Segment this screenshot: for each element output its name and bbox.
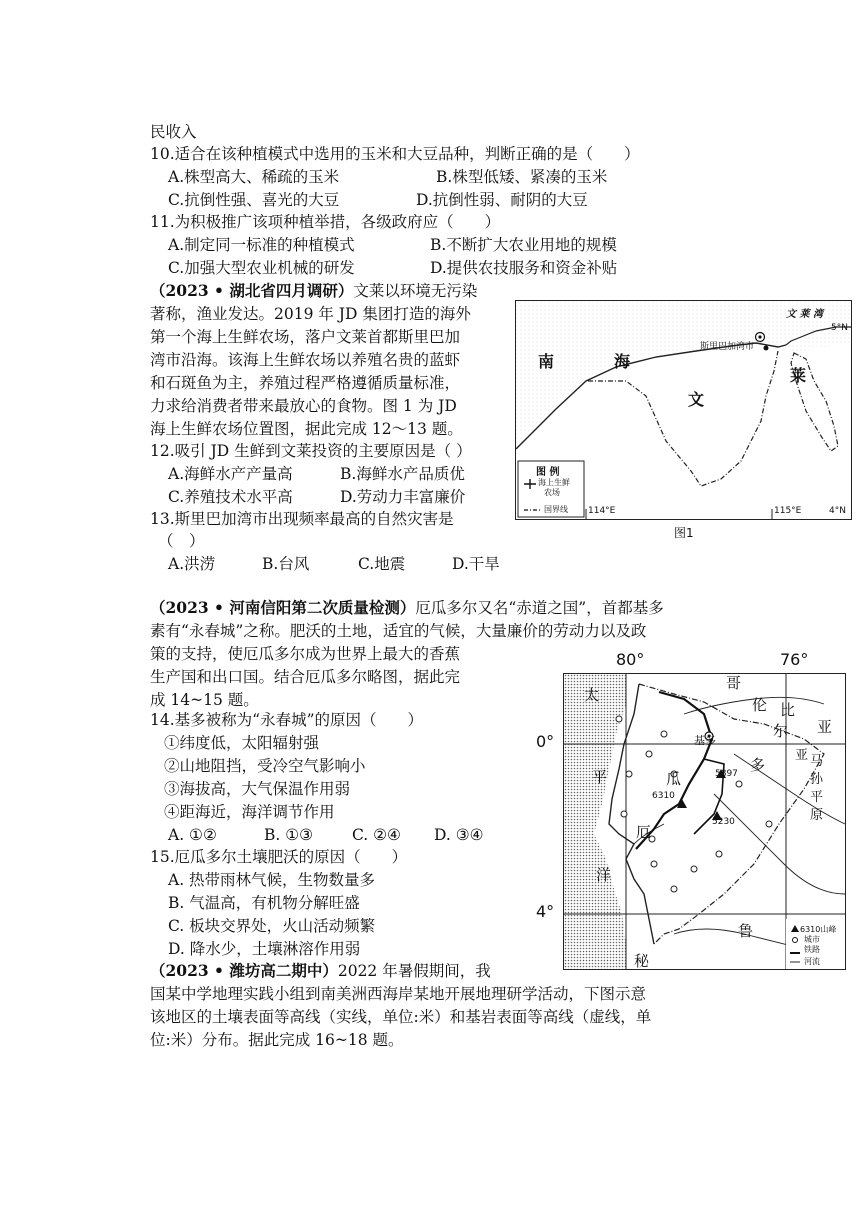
passage2-source: （2023 • 河南信阳第二次质量检测）: [150, 598, 416, 617]
lat-5n: 5°N: [831, 323, 848, 333]
legend-peak-label: 6310山峰: [800, 925, 837, 934]
passage1-line7: 海上生鲜农场位置图，据此完成 12～13 题。: [150, 420, 463, 438]
amazon-label-1: 亚: [795, 748, 809, 763]
colombia-label-1: 哥: [726, 674, 742, 692]
passage2-line1: [150, 597, 664, 619]
passage1-line4: 湾市沿海。该海上生鲜农场以养殖名贵的蓝虾: [150, 351, 461, 369]
option-10c: C.抗倒性强、喜光的大豆: [168, 191, 340, 209]
question-15: 15.厄瓜多尔土壤肥沃的原因（ ）: [150, 848, 408, 866]
legend-farm-label-1: 海上生鲜: [538, 478, 570, 487]
passage1-line6: 力求给消费者带来最放心的食物。图 1 为 JD: [150, 397, 457, 415]
passage1-text: 文莱以环境无污染: [353, 282, 478, 300]
colombia-label-4: 亚: [817, 718, 833, 736]
passage2-line2: 素有“永春城”之称。肥沃的土地，适宜的气候，大量廉价的劳动力以及政: [150, 622, 647, 640]
amazon-label-3: 孙: [810, 772, 824, 787]
option-10b: B.株型低矮、紧凑的玉米: [436, 168, 608, 186]
option-10d: D.抗倒性弱、耐阴的大豆: [416, 191, 588, 209]
passage3-line4: 位:米）分布。据此完成 16~18 题。: [150, 1031, 404, 1049]
lon-114e: 114°E: [588, 506, 616, 516]
option-14-1: ①纬度低，太阳辐射强: [164, 734, 320, 752]
country-label-2: 莱: [790, 366, 807, 385]
option-15c: C. 板块交界处，火山活动频繁: [168, 917, 376, 935]
map1-caption: 图1: [674, 526, 694, 540]
lon-115e: 115°E: [774, 506, 802, 516]
pacific-label-1: 太: [584, 686, 600, 704]
lat-0: 0°: [536, 732, 555, 751]
peak-label-1: 5897: [715, 769, 738, 779]
question-13: 13.斯里巴加湾市出现频率最高的自然灾害是: [150, 510, 454, 528]
passage1-line1: [150, 280, 477, 302]
passage1-line3: 第一个海上生鲜农场，落户文莱首都斯里巴加: [150, 328, 461, 346]
quito-label: 基多: [694, 734, 716, 747]
option-15d: D. 降水少，土壤淋溶作用弱: [168, 940, 361, 958]
option-13c: C.地震: [358, 555, 406, 573]
option-15b: B. 气温高，有机物分解旺盛: [168, 894, 360, 912]
ecuador-label-2: 瓜: [666, 770, 682, 788]
option-13d: D.干旱: [452, 555, 500, 573]
brunei-map: [515, 300, 852, 520]
passage1-line5: 和石斑鱼为主，养殖过程严格遵循质量标准，: [150, 374, 461, 392]
city-dot-icon: [764, 346, 769, 351]
peak-label-3: 5230: [712, 817, 735, 827]
passage3-line1: [150, 960, 491, 982]
legend-farm-label-2: 农场: [544, 488, 560, 497]
lon-76: 76°: [780, 650, 809, 669]
option-11c: C.加强大型农业机械的研发: [168, 259, 355, 277]
ecuador-map-frame: [563, 673, 846, 970]
question-12: 12.吸引 JD 生鲜到文莱投资的主要原因是（ ）: [150, 442, 472, 460]
country-label-1: 文: [688, 390, 705, 409]
amazon-label-4: 平: [810, 790, 824, 805]
lat-4: 4°: [536, 902, 555, 921]
option-12b: B.海鲜水产品质优: [340, 465, 465, 483]
option-11b: B.不断扩大农业用地的规模: [430, 236, 617, 254]
sea-label-1: 南: [538, 352, 555, 371]
pacific-label-2: 平: [592, 768, 608, 786]
passage2-line4: 生产国和出口国。结合厄瓜多尔略图，据此完: [150, 668, 461, 686]
passage3-line3: 该地区的土壤表面等高线（实线，单位:米）和基岩表面等高线（虚线，单: [150, 1008, 652, 1026]
ecuador-label-4: 尔: [773, 722, 789, 740]
passage2-line5: 成 14~15 题。: [150, 691, 259, 709]
colombia-label-3: 比: [780, 701, 796, 719]
question-10: 10.适合在该种植模式中选用的玉米和大豆品种，判断正确的是（ ）: [150, 145, 640, 163]
legend-border-label: 国界线: [544, 505, 568, 514]
passage2-text: 厄瓜多尔又名“赤道之国”，首都基多: [415, 599, 664, 617]
option-12a: A.海鲜水产产量高: [168, 465, 293, 483]
option-10a: A.株型高大、稀疏的玉米: [168, 168, 340, 186]
ecuador-map: [528, 650, 846, 970]
amazon-label-5: 原: [810, 808, 824, 823]
option-13a: A.洪涝: [168, 555, 216, 573]
option-12c: C.养殖技术水平高: [168, 488, 293, 506]
option-14c: C. ②④: [352, 826, 401, 844]
option-14b: B. ①③: [264, 826, 314, 844]
passage3-source: （2023 • 潍坊高二期中）: [150, 961, 338, 980]
passage2-line3: 策的支持，使厄瓜多尔成为世界上最大的香蕉: [150, 645, 461, 663]
colombia-label-2: 伦: [752, 696, 768, 714]
pacific-label-3: 洋: [596, 866, 612, 884]
legend-river-label: 河流: [804, 957, 820, 966]
text-line: 民收入: [150, 123, 197, 141]
peak-label-2: 6310: [652, 791, 675, 801]
legend-title: 图 例: [536, 467, 560, 478]
option-14-4: ④距海近，海洋调节作用: [164, 803, 335, 821]
legend-city-label: 城市: [804, 935, 820, 944]
passage1-source: （2023 • 湖北省四月调研）: [150, 281, 354, 300]
ecuador-label-1: 厄: [636, 823, 652, 841]
question-13-paren: （ ）: [158, 532, 205, 550]
peru-label-1: 秘: [634, 952, 650, 970]
option-12d: D.劳动力丰富廉价: [340, 488, 466, 506]
amazon-label-2: 马: [810, 754, 824, 769]
option-14a: A. ①②: [168, 826, 217, 844]
option-14d: D. ③④: [434, 826, 484, 844]
passage1-line2: 著称，渔业发达。2019 年 JD 集团打造的海外: [150, 305, 471, 323]
lat-4n: 4°N: [829, 506, 846, 516]
legend-city-icon: [793, 938, 798, 943]
peru-label-2: 鲁: [738, 922, 754, 940]
option-14-2: ②山地阻挡，受冷空气影响小: [164, 757, 366, 775]
passage3-text: 2022 年暑假期间，我: [337, 962, 491, 980]
option-15a: A. 热带雨林气候，生物数量多: [168, 871, 376, 889]
bay-label: 文 莱 湾: [786, 309, 823, 320]
option-13b: B.台风: [262, 555, 310, 573]
sea-label-2: 海: [614, 352, 631, 371]
passage3-line2: 国某中学地理实践小组到南美洲西海岸某地开展地理研学活动，下图示意: [150, 985, 647, 1003]
lon-80: 80°: [616, 650, 645, 669]
question-11: 11.为积极推广该项种植举措，各级政府应（ ）: [150, 213, 501, 231]
option-11a: A.制定同一标准的种植模式: [168, 236, 355, 254]
legend-rail-label: 铁路: [804, 945, 820, 954]
question-14: 14.基多被称为“永春城”的原因（ ）: [150, 711, 423, 729]
option-14-3: ③海拔高，大气保温作用弱: [164, 780, 351, 798]
option-11d: D.提供农技服务和资金补贴: [430, 259, 618, 277]
ecuador-label-3: 多: [750, 756, 766, 774]
city-label: 斯里巴加湾市: [700, 342, 755, 352]
